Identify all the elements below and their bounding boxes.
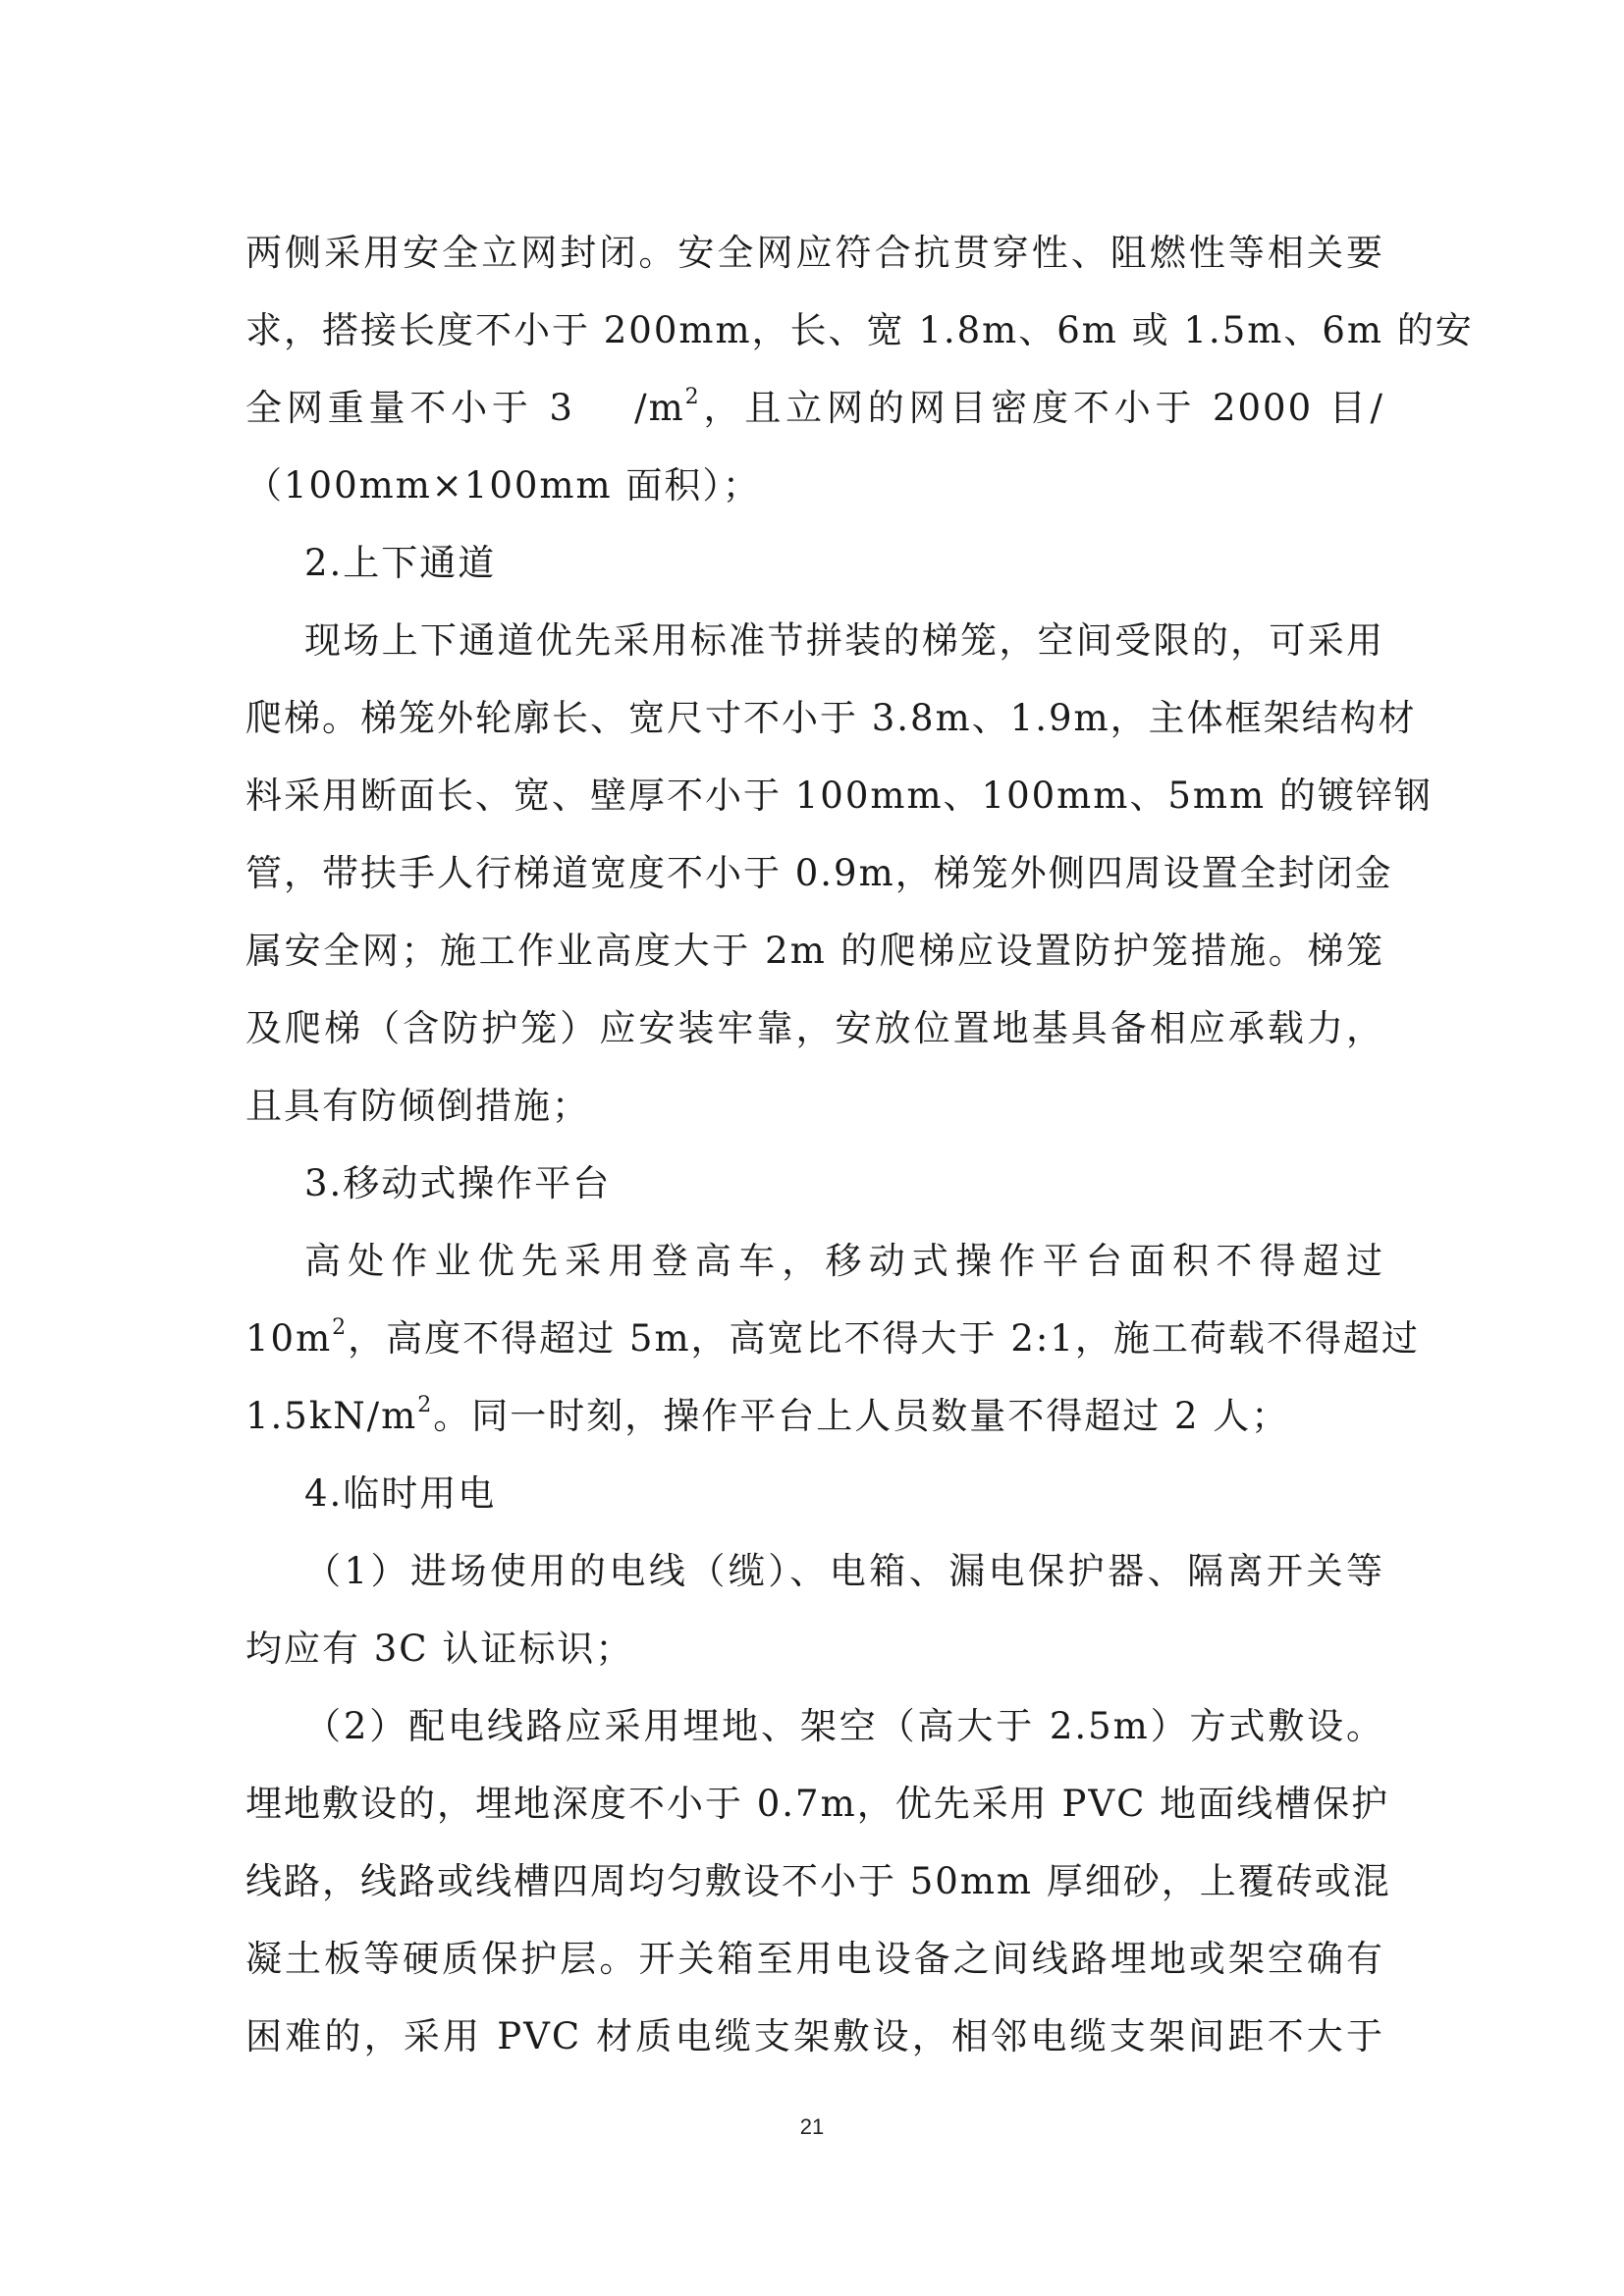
text-line: 属安全网；施工作业高度大于 2m 的爬梯应设置防护笼措施。梯笼 <box>245 930 1384 972</box>
text-line: 埋地敷设的，埋地深度不小于 0.7m，优先采用 PVC 地面线槽保护 <box>245 1783 1390 1825</box>
text-line: 两侧采用安全立网封闭。安全网应符合抗贯穿性、阻燃性等相关要 <box>245 232 1384 274</box>
text-line: $10m^2$，高度不得超过 5m，高宽比不得大于 2:1，施工荷载不得超过 <box>245 1314 1420 1360</box>
text-line: 凝土板等硬质保护层。开关箱至用电设备之间线路埋地或架空确有 <box>245 1938 1384 1980</box>
section-heading: 4.临时用电 <box>304 1472 497 1515</box>
text-line: 困难的，采用 PVC 材质电缆支架敷设，相邻电缆支架间距不大于 <box>245 2015 1384 2057</box>
text-line: 料采用断面长、宽、壁厚不小于 100mm、100mm、5mm 的镀锌钢 <box>245 774 1433 817</box>
text-line: 全网重量不小于 3 $/m^2$，且立网的网目密度不小于 2000 目/ <box>245 384 1384 429</box>
text-line: （2）配电线路应采用埋地、架空（高大于 2.5m）方式敷设。 <box>304 1705 1384 1747</box>
document-body <box>245 214 1474 2075</box>
text-line: 现场上下通道优先采用标准节拼装的梯笼，空间受限的，可采用 <box>304 619 1384 662</box>
text-line: 且具有防倾倒措施； <box>245 1085 590 1127</box>
section-heading: 2.上下通道 <box>304 542 497 584</box>
text-line: 高处作业优先采用登高车，移动式操作平台面积不得超过 <box>304 1240 1384 1282</box>
text-line: 管，带扶手人行梯道宽度不小于 0.9m，梯笼外侧四周设置全封闭金 <box>245 852 1393 894</box>
text-line: $1.5kN/m^2$。同一时刻，操作平台上人员数量不得超过 2 人； <box>245 1392 1290 1437</box>
section-heading: 3.移动式操作平台 <box>304 1162 612 1204</box>
text-line: 求，搭接长度不小于 200mm，长、宽 1.8m、6m 或 1.5m、6m 的安 <box>245 309 1474 351</box>
text-line: 线路，线路或线槽四周均匀敷设不小于 50mm 厚细砂，上覆砖或混 <box>245 1860 1391 1902</box>
page-number: 21 <box>799 2114 825 2139</box>
text-line: （1）进场使用的电线（缆）、电箱、漏电保护器、隔离开关等 <box>304 1550 1384 1592</box>
text-line: 均应有 3C 认证标识； <box>245 1628 634 1670</box>
text-line: （100mm×100mm 面积）； <box>245 464 761 507</box>
text-line: 爬梯。梯笼外轮廓长、宽尺寸不小于 3.8m、1.9m，主体框架结构材 <box>245 697 1417 739</box>
text-line: 及爬梯（含防护笼）应安装牢靠，安放位置地基具备相应承载力， <box>245 1007 1384 1049</box>
